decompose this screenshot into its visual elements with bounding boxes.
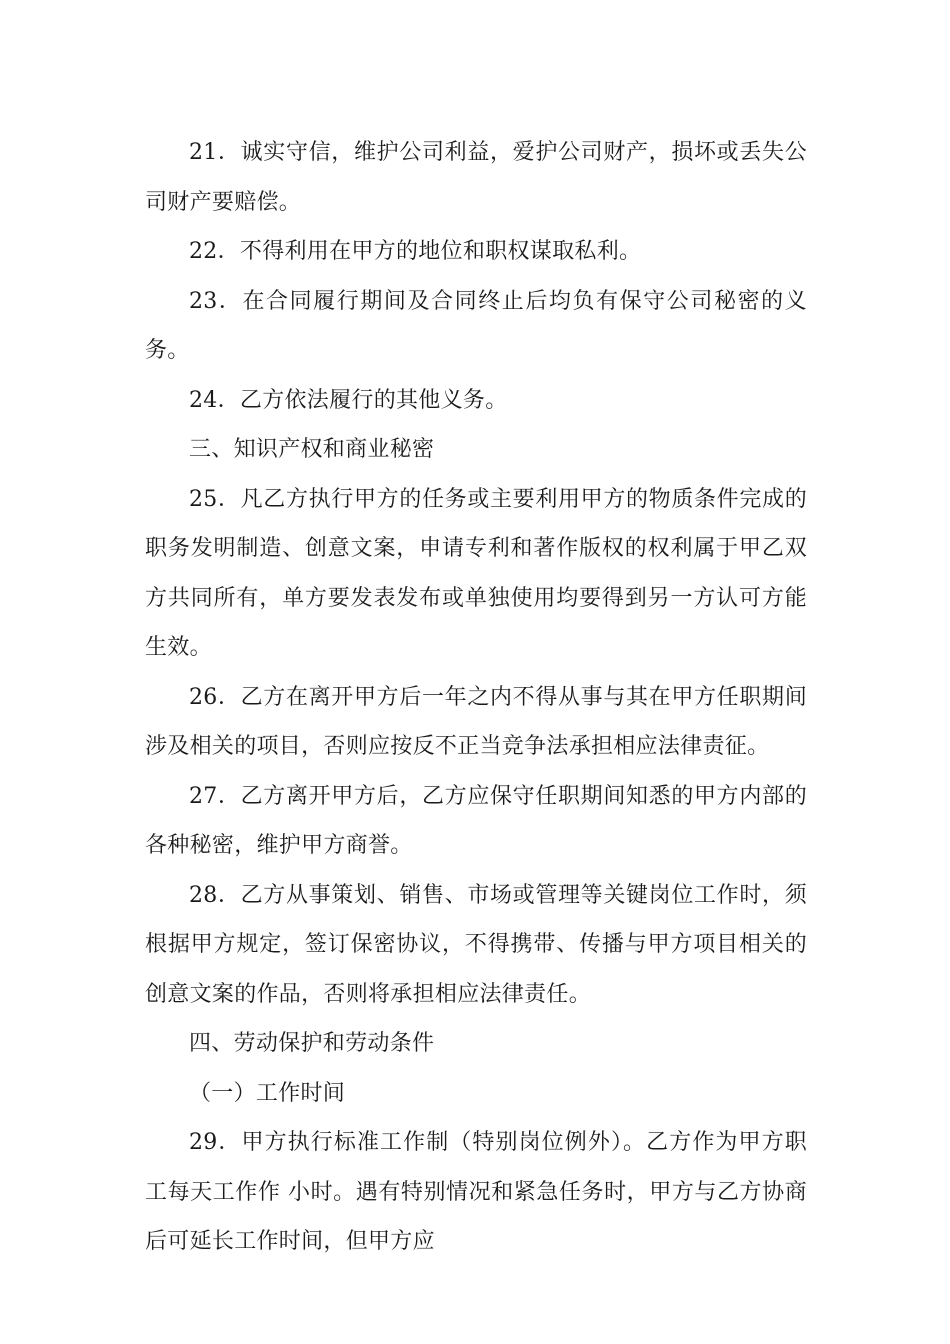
clause-28: 28．乙方从事策划、销售、市场或管理等关键岗位工作时，须根据甲方规定，签订保密协议，不得携带、传播与甲方项目相关的创意文案的作品，否则将承担相应法律责任。 — [145, 882, 807, 1007]
clause-24: 24．乙方依法履行的其他义务。 — [189, 387, 508, 413]
subsection-heading-work-time: （一）工作时间 — [189, 1080, 346, 1106]
clause-21: 21．诚实守信，维护公司利益，爱护公司财产，损坏或丢失公司财产要赔偿。 — [145, 140, 807, 215]
clause-26: 26．乙方在离开甲方后一年之内不得从事与其在甲方任职期间涉及相关的项目，否则应按反不正当竞争法承担相应法律责征。 — [145, 684, 807, 759]
section-heading-4: 四、劳动保护和劳动条件 — [189, 1031, 435, 1056]
clause-27: 27．乙方离开甲方后，乙方应保守任职期间知悉的甲方内部的各种秘密，维护甲方商誉。 — [145, 783, 807, 858]
clause-23: 23．在合同履行期间及合同终止后均负有保守公司秘密的义务。 — [145, 288, 807, 363]
section-heading-3: 三、知识产权和商业秘密 — [189, 437, 435, 462]
clause-25: 25．凡乙方执行甲方的任务或主要利用甲方的物质条件完成的职务发明制造、创意文案，申请专利和著作版权的权利属于甲乙双方共同所有，单方要发表发布或单独使用均要得到另一方认可方能生效。 — [145, 486, 807, 660]
document-body — [145, 128, 807, 1267]
clause-29: 29．甲方执行标准工作制（特别岗位例外）。乙方作为甲方职工每天工作作 小时。遇有特别情况和紧急任务时，甲方与乙方协商后可延长工作时间，但甲方应 — [145, 1130, 807, 1254]
clause-22: 22．不得利用在甲方的地位和职权谋取私利。 — [189, 239, 642, 264]
